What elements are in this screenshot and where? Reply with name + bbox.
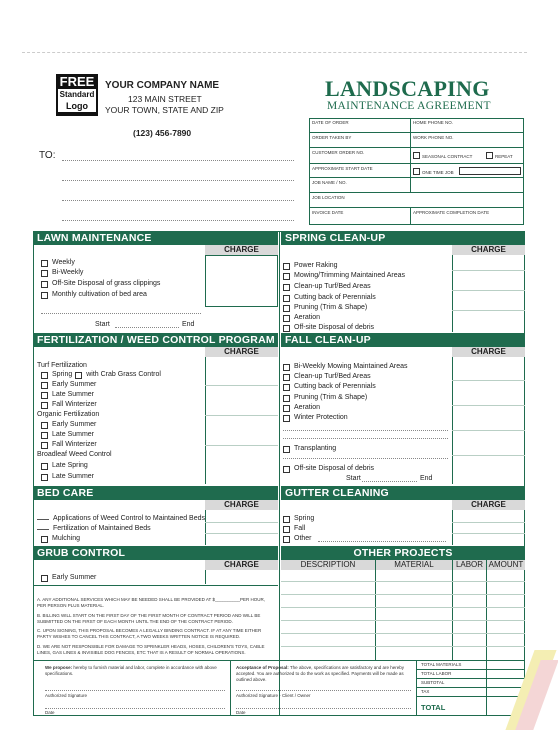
lawn-line[interactable] [41, 313, 201, 314]
turf-spring[interactable]: Spring with Crab Grass Control [41, 370, 161, 380]
grub-item-early-summer[interactable]: Early Summer [41, 573, 96, 583]
accept-text: Acceptance of Proposal: The above, specifications are satisfactory and are hereby accepted. You are authorized to do the work as specified. Payments will be made as outlined above. [236, 665, 404, 682]
lawn-start-label: Start [95, 321, 110, 328]
fert-header: FERTILIZATION / WEED CONTROL PROGRAM [33, 333, 278, 347]
lawn-item-offsite[interactable]: Off-Site Disposal of grass clippings [41, 279, 160, 289]
logo [56, 74, 98, 116]
checkbox[interactable] [283, 305, 290, 312]
total-label: TOTAL [421, 703, 446, 712]
to-line-1[interactable] [62, 160, 294, 161]
fall-start-label: Start [346, 475, 361, 482]
approx-completion-label: APPROXIMATE COMPLETION DATE [413, 210, 490, 215]
fall-line-2[interactable] [283, 438, 448, 439]
broadleaf-late-summer[interactable]: Late Summer [41, 472, 94, 482]
spring-item-cutting[interactable]: Cutting back of Perennials [283, 293, 376, 303]
bed-charge-header: CHARGE [205, 500, 278, 510]
checkbox[interactable] [41, 392, 48, 399]
fall-charge-header: CHARGE [452, 347, 525, 357]
grub-charge-header: CHARGE [205, 560, 278, 570]
other-header: OTHER PROJECTS [281, 546, 525, 560]
gutter-item-fall[interactable]: Fall [283, 524, 305, 534]
gutter-item-other[interactable]: Other [283, 534, 312, 544]
checkbox[interactable] [283, 516, 290, 523]
work-phone-label: WORK PHONE NO. [413, 135, 454, 140]
seasonal-checkbox[interactable] [413, 152, 420, 159]
one-time-label: ONE TIME JOB [422, 170, 454, 175]
checkbox[interactable] [283, 263, 290, 270]
other-col-description: DESCRIPTION [281, 560, 375, 570]
checkbox[interactable] [75, 372, 82, 379]
gutter-charge-header: CHARGE [452, 500, 525, 510]
fall-item-aeration[interactable]: Aeration [283, 403, 320, 413]
spring-item-aeration[interactable]: Aeration [283, 313, 320, 323]
accept-sig-line[interactable] [236, 690, 411, 691]
lawn-header: LAWN MAINTENANCE [33, 231, 278, 245]
checkbox[interactable] [41, 463, 48, 470]
propose-date-line[interactable] [45, 708, 225, 709]
title-main: LANDSCAPING [325, 76, 490, 101]
bed-item-mulching[interactable]: Mulching [41, 534, 80, 544]
lawn-item-monthly[interactable]: Monthly cultivation of bed area [41, 290, 147, 300]
customer-order-label: CUSTOMER ORDER NO. [312, 150, 365, 155]
checkbox[interactable] [283, 295, 290, 302]
broadleaf-label: Broadleaf Weed Control [37, 451, 112, 458]
to-line-3[interactable] [62, 200, 294, 201]
spring-item-mowing[interactable]: Mowing/Trimming Maintained Areas [283, 271, 405, 281]
term-d: D. WE ARE NOT RESPONSIBLE FOR DAMAGE TO SPRINKLER HEADS, HOSES, CHILDREN'S TOYS, CABLE LINES, GAS LINES & INVISIBLE DOG FENCES, ETC THAT IS A RESULT OF NORMAL OPERATIONS. [37, 644, 265, 655]
checkbox[interactable] [41, 260, 48, 267]
propose-sig-label: Authorized Signature [45, 693, 88, 698]
total-labor-label: TOTAL LABOR [421, 671, 452, 676]
fall-item-transplanting[interactable]: Transplanting [283, 444, 336, 454]
checkbox[interactable] [283, 315, 290, 322]
total-materials-label: TOTAL MATERIALS [421, 662, 462, 667]
perforation-line [22, 52, 527, 53]
turf-fall-winterizer[interactable]: Fall Winterizer [41, 400, 97, 410]
to-line-4[interactable] [62, 220, 294, 221]
logo-line2: Logo [58, 100, 96, 112]
fall-item-cutting[interactable]: Cutting back of Perennials [283, 382, 376, 392]
subtotal-label: SUBTOTAL [421, 680, 445, 685]
accept-date-line[interactable] [236, 708, 411, 709]
term-a: A. ANY ADDITIONAL SERVICES WHICH MAY BE NEEDED SHALL BE PROVIDED AT $__________PER HOUR, PER PERSON PLUS MATERIAL. [37, 597, 265, 608]
checkbox[interactable] [283, 374, 290, 381]
logo-free: FREE [59, 74, 95, 89]
company-phone: (123) 456-7890 [133, 128, 192, 138]
checkbox[interactable] [41, 270, 48, 277]
checkbox[interactable] [41, 474, 48, 481]
propose-text: We propose: hereby to furnish material and labor, complete in accordance with above specifications. [45, 665, 217, 676]
gutter-header: GUTTER CLEANING [281, 486, 525, 500]
checkbox[interactable] [283, 446, 290, 453]
fall-start-line[interactable] [362, 481, 417, 482]
fall-item-biweekly[interactable]: Bi-Weekly Mowing Maintained Areas [283, 362, 407, 372]
date-of-order-label: DATE OF ORDER [312, 120, 349, 125]
bed-header: BED CARE [33, 486, 278, 500]
broadleaf-late-spring[interactable]: Late Spring [41, 461, 88, 471]
fert-charge-header: CHARGE [205, 347, 278, 357]
tax-label: TAX [421, 689, 430, 694]
lawn-charge-box[interactable] [205, 255, 278, 307]
fall-item-pruning[interactable]: Pruning (Trim & Shape) [283, 393, 367, 403]
checkbox[interactable] [41, 422, 48, 429]
organic-early-summer[interactable]: Early Summer [41, 420, 96, 430]
fall-line-3[interactable] [283, 458, 448, 459]
fall-item-cleanup[interactable]: Clean-up Turf/Bed Areas [283, 372, 371, 382]
checkbox[interactable] [283, 273, 290, 280]
bed-item-fert[interactable]: Fertilization of Maintained Beds [37, 524, 151, 534]
accept-date-label: Date [236, 710, 246, 715]
checkbox[interactable] [41, 442, 48, 449]
turf-late-summer[interactable]: Late Summer [41, 390, 94, 400]
company-name: YOUR COMPANY NAME [105, 80, 220, 91]
accept-sig-label: Authorized Signature - Client / Owner [236, 693, 311, 698]
lawn-start-line[interactable] [115, 327, 179, 328]
company-street: 123 MAIN STREET [128, 94, 202, 104]
fall-item-offsite[interactable]: Off-site Disposal of debris [283, 464, 374, 474]
organic-label: Organic Fertilization [37, 411, 100, 418]
repeat-checkbox[interactable] [486, 152, 493, 159]
organic-fall-winterizer[interactable]: Fall Winterizer [41, 440, 97, 450]
job-name-label: JOB NAME / NO. [312, 180, 347, 185]
gutter-other-line[interactable] [318, 541, 446, 542]
checkbox[interactable] [283, 526, 290, 533]
fall-end-label: End [420, 475, 433, 482]
home-phone-label: HOME PHONE NO. [413, 120, 454, 125]
checkbox[interactable] [283, 466, 290, 473]
order-taken-label: ORDER TAKEN BY [312, 135, 352, 140]
checkbox[interactable] [283, 405, 290, 412]
lawn-item-biweekly[interactable]: Bi-Weekly [41, 268, 83, 278]
to-line-2[interactable] [62, 180, 294, 181]
invoice-date-label: INVOICE DATE [312, 210, 344, 215]
repeat-label: REPEAT [495, 154, 513, 159]
checkbox[interactable] [41, 382, 48, 389]
term-b: B. BILLING WILL START ON THE FIRST DAY OF THE FIRST MONTH OF CONTRACT PERIOD AND WILL BE SUBMITTED ON THE FIRST OF EACH MONTH UNTIL THE END OF THE CONTRACT PERIOD. [37, 613, 261, 624]
spring-header: SPRING CLEAN-UP [281, 231, 525, 245]
propose-sig-line[interactable] [45, 690, 225, 691]
checkbox[interactable] [283, 384, 290, 391]
propose-date-label: Date [45, 710, 55, 715]
checkbox[interactable] [41, 281, 48, 288]
one-time-checkbox[interactable] [413, 168, 420, 175]
seasonal-label: SEASONAL CONTRACT [422, 154, 473, 159]
fall-item-winter[interactable]: Winter Protection [283, 413, 348, 423]
fall-header: FALL CLEAN-UP [281, 333, 525, 347]
checkbox[interactable] [41, 575, 48, 582]
turf-early-summer[interactable]: Early Summer [41, 380, 96, 390]
bed-item-weed[interactable]: Applications of Weed Control to Maintained Beds [37, 514, 205, 524]
checkbox[interactable] [283, 395, 290, 402]
checkbox[interactable] [41, 292, 48, 299]
spring-item-offsite[interactable]: Off-site Disposal of debris [283, 323, 374, 333]
spring-item-pruning[interactable]: Pruning (Trim & Shape) [283, 303, 367, 313]
title-sub: MAINTENANCE AGREEMENT [327, 100, 491, 112]
approx-start-label: APPROXIMATE START DATE [312, 166, 373, 171]
other-col-amount: AMOUNT [488, 560, 524, 569]
turf-label: Turf Fertilization [37, 362, 87, 369]
lawn-charge-header: CHARGE [205, 245, 278, 255]
checkbox[interactable] [283, 364, 290, 371]
other-col-material: MATERIAL [376, 560, 452, 570]
checkbox[interactable] [41, 372, 48, 379]
grub-header: GRUB CONTROL [33, 546, 278, 560]
job-location-label: JOB LOCATION [312, 195, 345, 200]
checkbox[interactable] [283, 536, 290, 543]
fall-line-1[interactable] [283, 430, 448, 431]
lawn-item-weekly[interactable]: Weekly [41, 258, 75, 268]
term-c: C. UPON SIGNING, THIS PROPOSAL BECOMES A LEGALLY BINDING CONTRACT. IF AT ANY TIME EITHER PARTY WISHES TO CANCEL THIS CONTRACT, A TWO WEEKS WRITTEN NOTICE IS REQUIRED. [37, 628, 262, 639]
one-time-box[interactable] [459, 167, 521, 175]
spring-item-power-raking[interactable]: Power Raking [283, 261, 338, 271]
other-col-labor: LABOR [453, 560, 486, 570]
organic-late-summer[interactable]: Late Summer [41, 430, 94, 440]
spring-charge-header: CHARGE [452, 245, 525, 255]
lawn-end-label: End [182, 321, 195, 328]
checkbox[interactable] [283, 325, 290, 332]
gutter-item-spring[interactable]: Spring [283, 514, 314, 524]
to-label: TO: [39, 150, 56, 161]
checkbox[interactable] [283, 415, 290, 422]
checkbox[interactable] [283, 284, 290, 291]
company-city: YOUR TOWN, STATE AND ZIP [105, 105, 224, 115]
checkbox[interactable] [41, 402, 48, 409]
spring-item-cleanup[interactable]: Clean-up Turf/Bed Areas [283, 282, 371, 292]
checkbox[interactable] [41, 432, 48, 439]
checkbox[interactable] [41, 536, 48, 543]
logo-line1: Standard [59, 90, 95, 99]
